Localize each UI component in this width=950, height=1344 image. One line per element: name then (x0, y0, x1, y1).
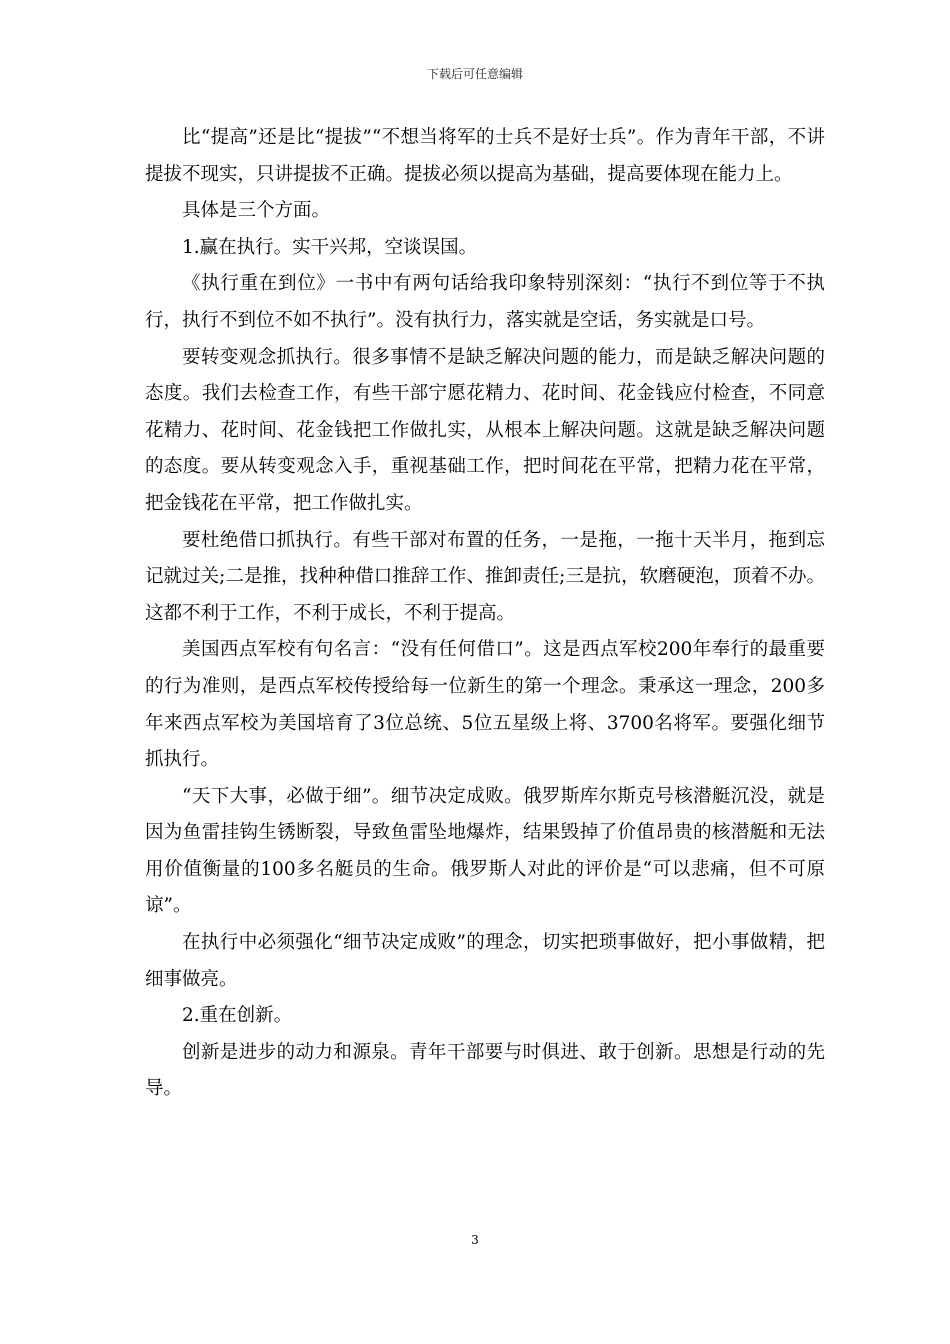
document-body (145, 120, 825, 1108)
paragraph: 要杜绝借口抓执行。有些干部对布置的任务，一是拖，一拖十天半月，拖到忘记就过关;二是推，找种种借口推辞工作、推卸责任;三是抗，软磨硬泡，顶着不办。这都不利于工作，不利于成长，不利于提高。 (145, 529, 825, 624)
paragraph: 具体是三个方面。 (182, 200, 331, 222)
paragraph: 1.赢在执行。实干兴邦，空谈误国。 (182, 236, 478, 258)
paragraph: “天下大事，必做于细”。细节决定成败。俄罗斯库尔斯克号核潜艇沉没，就是因为鱼雷挂钩生锈断裂，导致鱼雷坠地爆炸，结果毁掉了价值昂贵的核潜艇和无法用价值衡量的100多名艇员的生命。俄罗斯人对此的评价是“可以悲痛，但不可原谅”。 (145, 785, 825, 917)
paragraph: 比“提高”还是比“提拔”“不想当将军的士兵不是好士兵”。作为青年干部，不讲提拔不现实，只讲提拔不正确。提拔必须以提高为基础，提高要体现在能力上。 (145, 127, 825, 185)
paragraph: 2.重在创新。 (182, 1005, 293, 1027)
paragraph: 在执行中必须强化“细节决定成败”的理念，切实把琐事做好，把小事做精，把细事做亮。 (145, 932, 825, 990)
page-number: 3 (471, 1233, 479, 1247)
paragraph: 要转变观念抓执行。很多事情不是缺乏解决问题的能力，而是缺乏解决问题的态度。我们去检查工作，有些干部宁愿花精力、花时间、花金钱应付检查，不同意花精力、花时间、花金钱把工作做扎实，从根本上解决问题。这就是缺乏解决问题的态度。要从转变观念入手，重视基础工作，把时间花在平常，把精力花在平常，把金钱花在平常，把工作做扎实。 (145, 346, 825, 514)
page-header: 下载后可任意编辑 (426, 67, 523, 81)
paragraph: 美国西点军校有句名言：“没有任何借口”。这是西点军校200年奉行的最重要的行为准则，是西点军校传授给每一位新生的第一个理念。秉承这一理念，200多年来西点军校为美国培育了3位总统、5位五星级上将、3700名将军。要强化细节抓执行。 (145, 639, 825, 771)
paragraph: 《执行重在到位》一书中有两句话给我印象特别深刻：“执行不到位等于不执行，执行不到位不如不执行”。没有执行力，落实就是空话，务实就是口号。 (145, 273, 825, 331)
paragraph: 创新是进步的动力和源泉。青年干部要与时俱进、敢于创新。思想是行动的先导。 (145, 1041, 825, 1100)
